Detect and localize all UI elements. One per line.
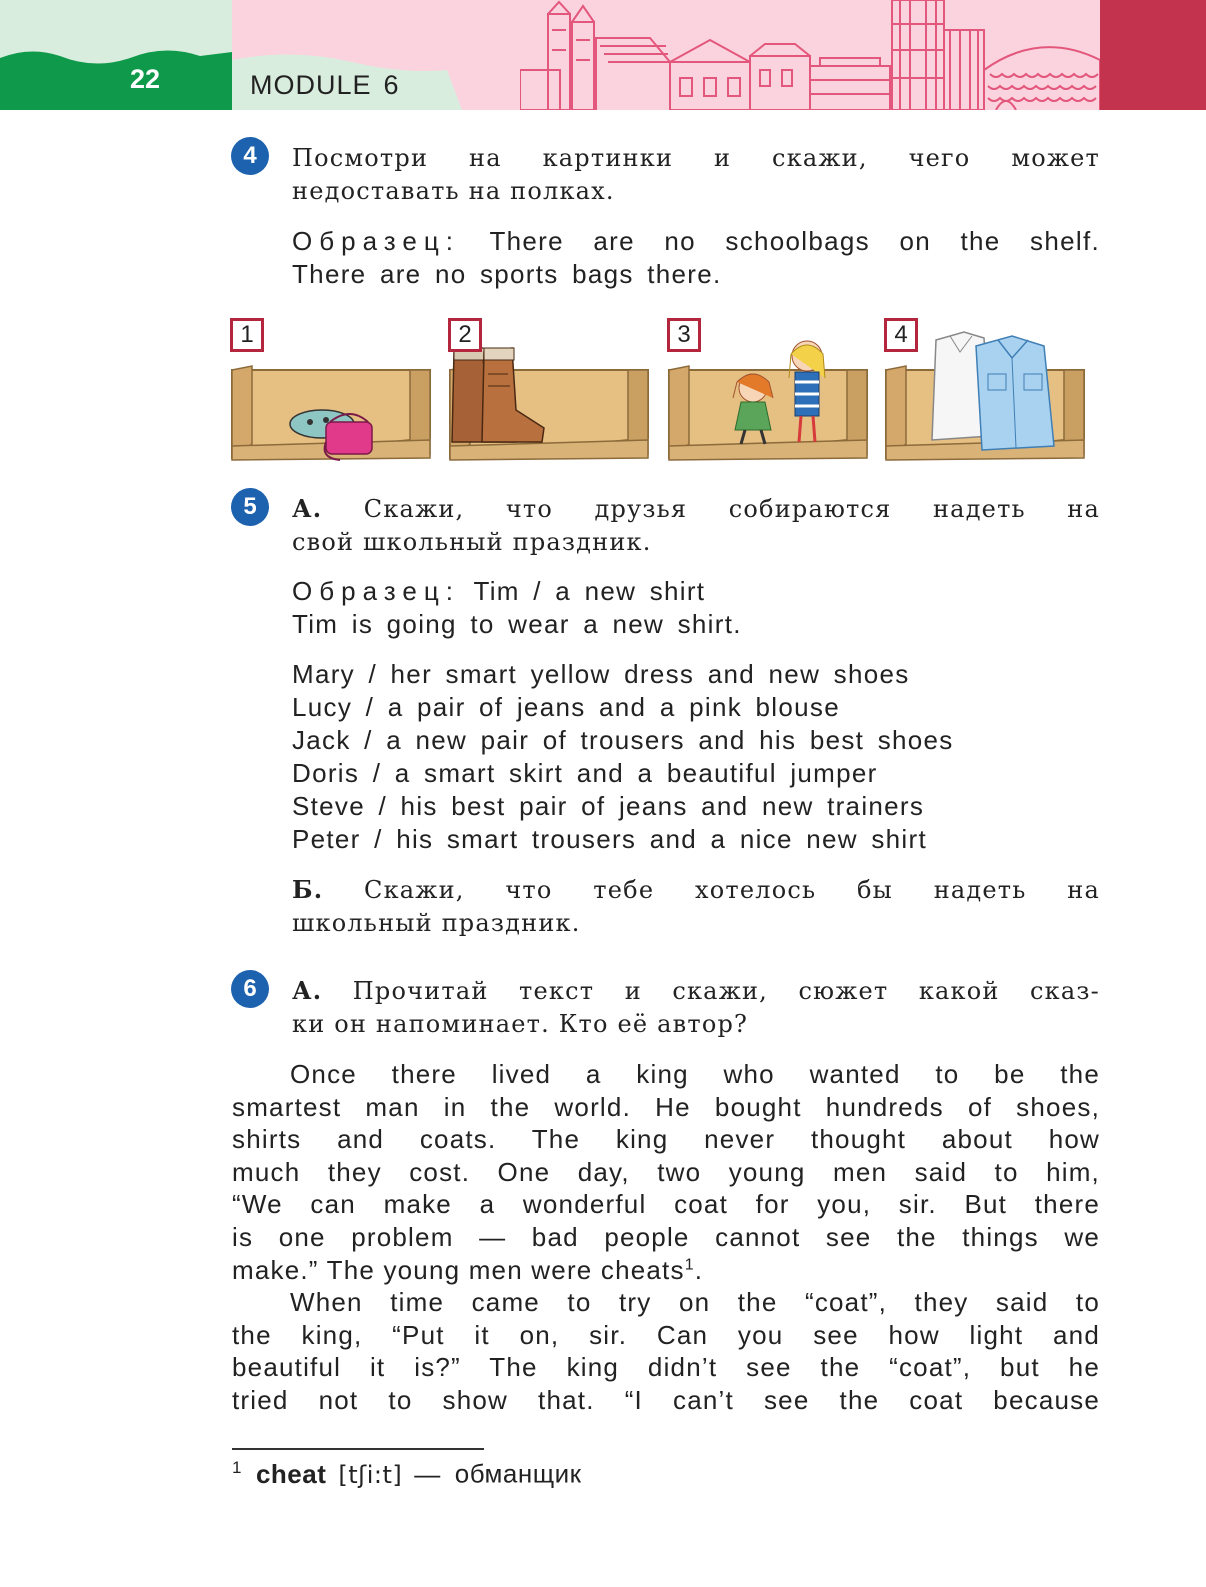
footnote-headword: cheat (255, 1458, 327, 1489)
exercise-6a-text1: Прочитай текст и скажи, сюжет какой сказ- (352, 977, 1100, 1005)
page-header (0, 0, 1206, 110)
footnote (232, 1458, 582, 1490)
story-line: smartest man in the world. He bought hundreds of shoes, (232, 1091, 1100, 1122)
sample-label: Образец: (292, 576, 460, 606)
footnote-reference: 1 (684, 1255, 695, 1273)
exercise-4-sample-line1 (292, 225, 1100, 258)
exercise-5a-instruction (292, 492, 1100, 559)
shelf-picture-4 (884, 318, 1110, 468)
list-item: Steve / his best pair of jeans and new trainers (292, 791, 925, 821)
story-line: tried not to show that. “I can’t see the coat because (232, 1384, 1100, 1415)
exercise-5b-line2: школьный праздник. (292, 909, 581, 937)
shelf-label-4: 4 (884, 318, 918, 352)
part-b-marker: Б. (292, 875, 324, 904)
shelf-picture-3 (667, 318, 893, 468)
part-a-marker: А. (292, 494, 323, 523)
exercise-6-number: 6 (231, 970, 269, 1008)
module-number: 6 (383, 70, 399, 100)
exercise-4-instruction-line2: недоставать на полках. (292, 177, 615, 205)
module-label (250, 70, 399, 101)
header-red-block (1100, 0, 1206, 110)
story-line: When time came to try on the “coat”, they said to (290, 1287, 1100, 1318)
exercise-4-number: 4 (231, 137, 269, 175)
list-item: Peter / his smart trousers and a nice new shirt (292, 824, 927, 854)
sample-prompt: Tim / a new shirt (473, 576, 706, 606)
exercise-4-instruction (292, 142, 1100, 208)
list-item: Jack / a new pair of trousers and his best shoes (292, 725, 954, 755)
story-line: make.” The young men were cheats (232, 1254, 685, 1285)
sample-label: Образец: (292, 226, 460, 256)
footnote-divider (232, 1448, 484, 1450)
exercise-6a-instruction (292, 974, 1100, 1041)
story-line-with-footnote (232, 1254, 1100, 1287)
list-item: Doris / a smart skirt and a beautiful jumper (292, 758, 878, 788)
exercise-5-prompt-list (292, 658, 1100, 856)
city-skyline-illustration (520, 0, 1100, 110)
exercise-5a-text1: Скажи, что друзья собираются надеть на (363, 495, 1100, 523)
shelf-picture-2 (448, 318, 674, 468)
exercise-6a-line1 (292, 977, 1100, 1005)
exercise-5a-line2: свой школьный праздник. (292, 528, 652, 556)
page-number: 22 (130, 64, 161, 94)
story-line: much they cost. One day, two young men said to him, (232, 1156, 1100, 1187)
story-line: shirts and coats. The king never thought about how (232, 1124, 1100, 1155)
exercise-4-instruction-line1: Посмотри на картинки и скажи, чего может (292, 144, 1100, 172)
sample-sentence-1: There are no schoolbags on the shelf. (489, 226, 1100, 256)
exercise-5-number: 5 (231, 488, 269, 526)
exercise-5-sample-line1 (292, 575, 1100, 608)
footnote-number: 1 (232, 1458, 242, 1477)
shelf-picture-1 (230, 318, 456, 468)
part-a-marker: А. (292, 976, 323, 1005)
exercise-6a-line2: ки он напоминает. Кто её автор? (292, 1010, 749, 1038)
exercise-5b-line1 (292, 876, 1100, 904)
story-line: Once there lived a king who wanted to be the (290, 1059, 1100, 1089)
story-line: “We can make a wonderful coat for you, sir. But there (232, 1189, 1100, 1220)
shelf-label-1: 1 (230, 318, 264, 352)
shelf-label-3: 3 (667, 318, 701, 352)
footnote-translation: обманщик (454, 1458, 582, 1489)
sentence-end: . (694, 1254, 704, 1285)
module-name: MODULE (250, 70, 372, 100)
exercise-5-sample-line2: Tim is going to wear a new shirt. (292, 609, 742, 639)
exercise-5-sample (292, 575, 1100, 641)
exercise-5b-text1: Скажи, что тебе хотелось бы надеть на (364, 876, 1100, 904)
exercise-4-sample-line2: There are no sports bags there. (292, 259, 722, 289)
exercise-5b-instruction (292, 873, 1100, 940)
list-item: Lucy / a pair of jeans and a pink blouse (292, 692, 840, 722)
header-green-hills (0, 0, 240, 110)
footnote-dash: — (414, 1458, 441, 1489)
exercise-5a-line1 (292, 495, 1100, 523)
story-line: is one problem — bad people cannot see the things we (232, 1221, 1100, 1252)
shelf-label-2: 2 (448, 318, 482, 352)
list-item: Mary / her smart yellow dress and new shoes (292, 659, 910, 689)
exercise-4-sample (292, 225, 1100, 291)
footnote-transcription: [tʃi:t] (338, 1460, 403, 1489)
story-line: the king, “Put it on, sir. Can you see how light and (232, 1319, 1100, 1350)
story-text (232, 1058, 1100, 1417)
story-line: beautiful it is?” The king didn’t see the “coat”, but he (232, 1352, 1100, 1383)
